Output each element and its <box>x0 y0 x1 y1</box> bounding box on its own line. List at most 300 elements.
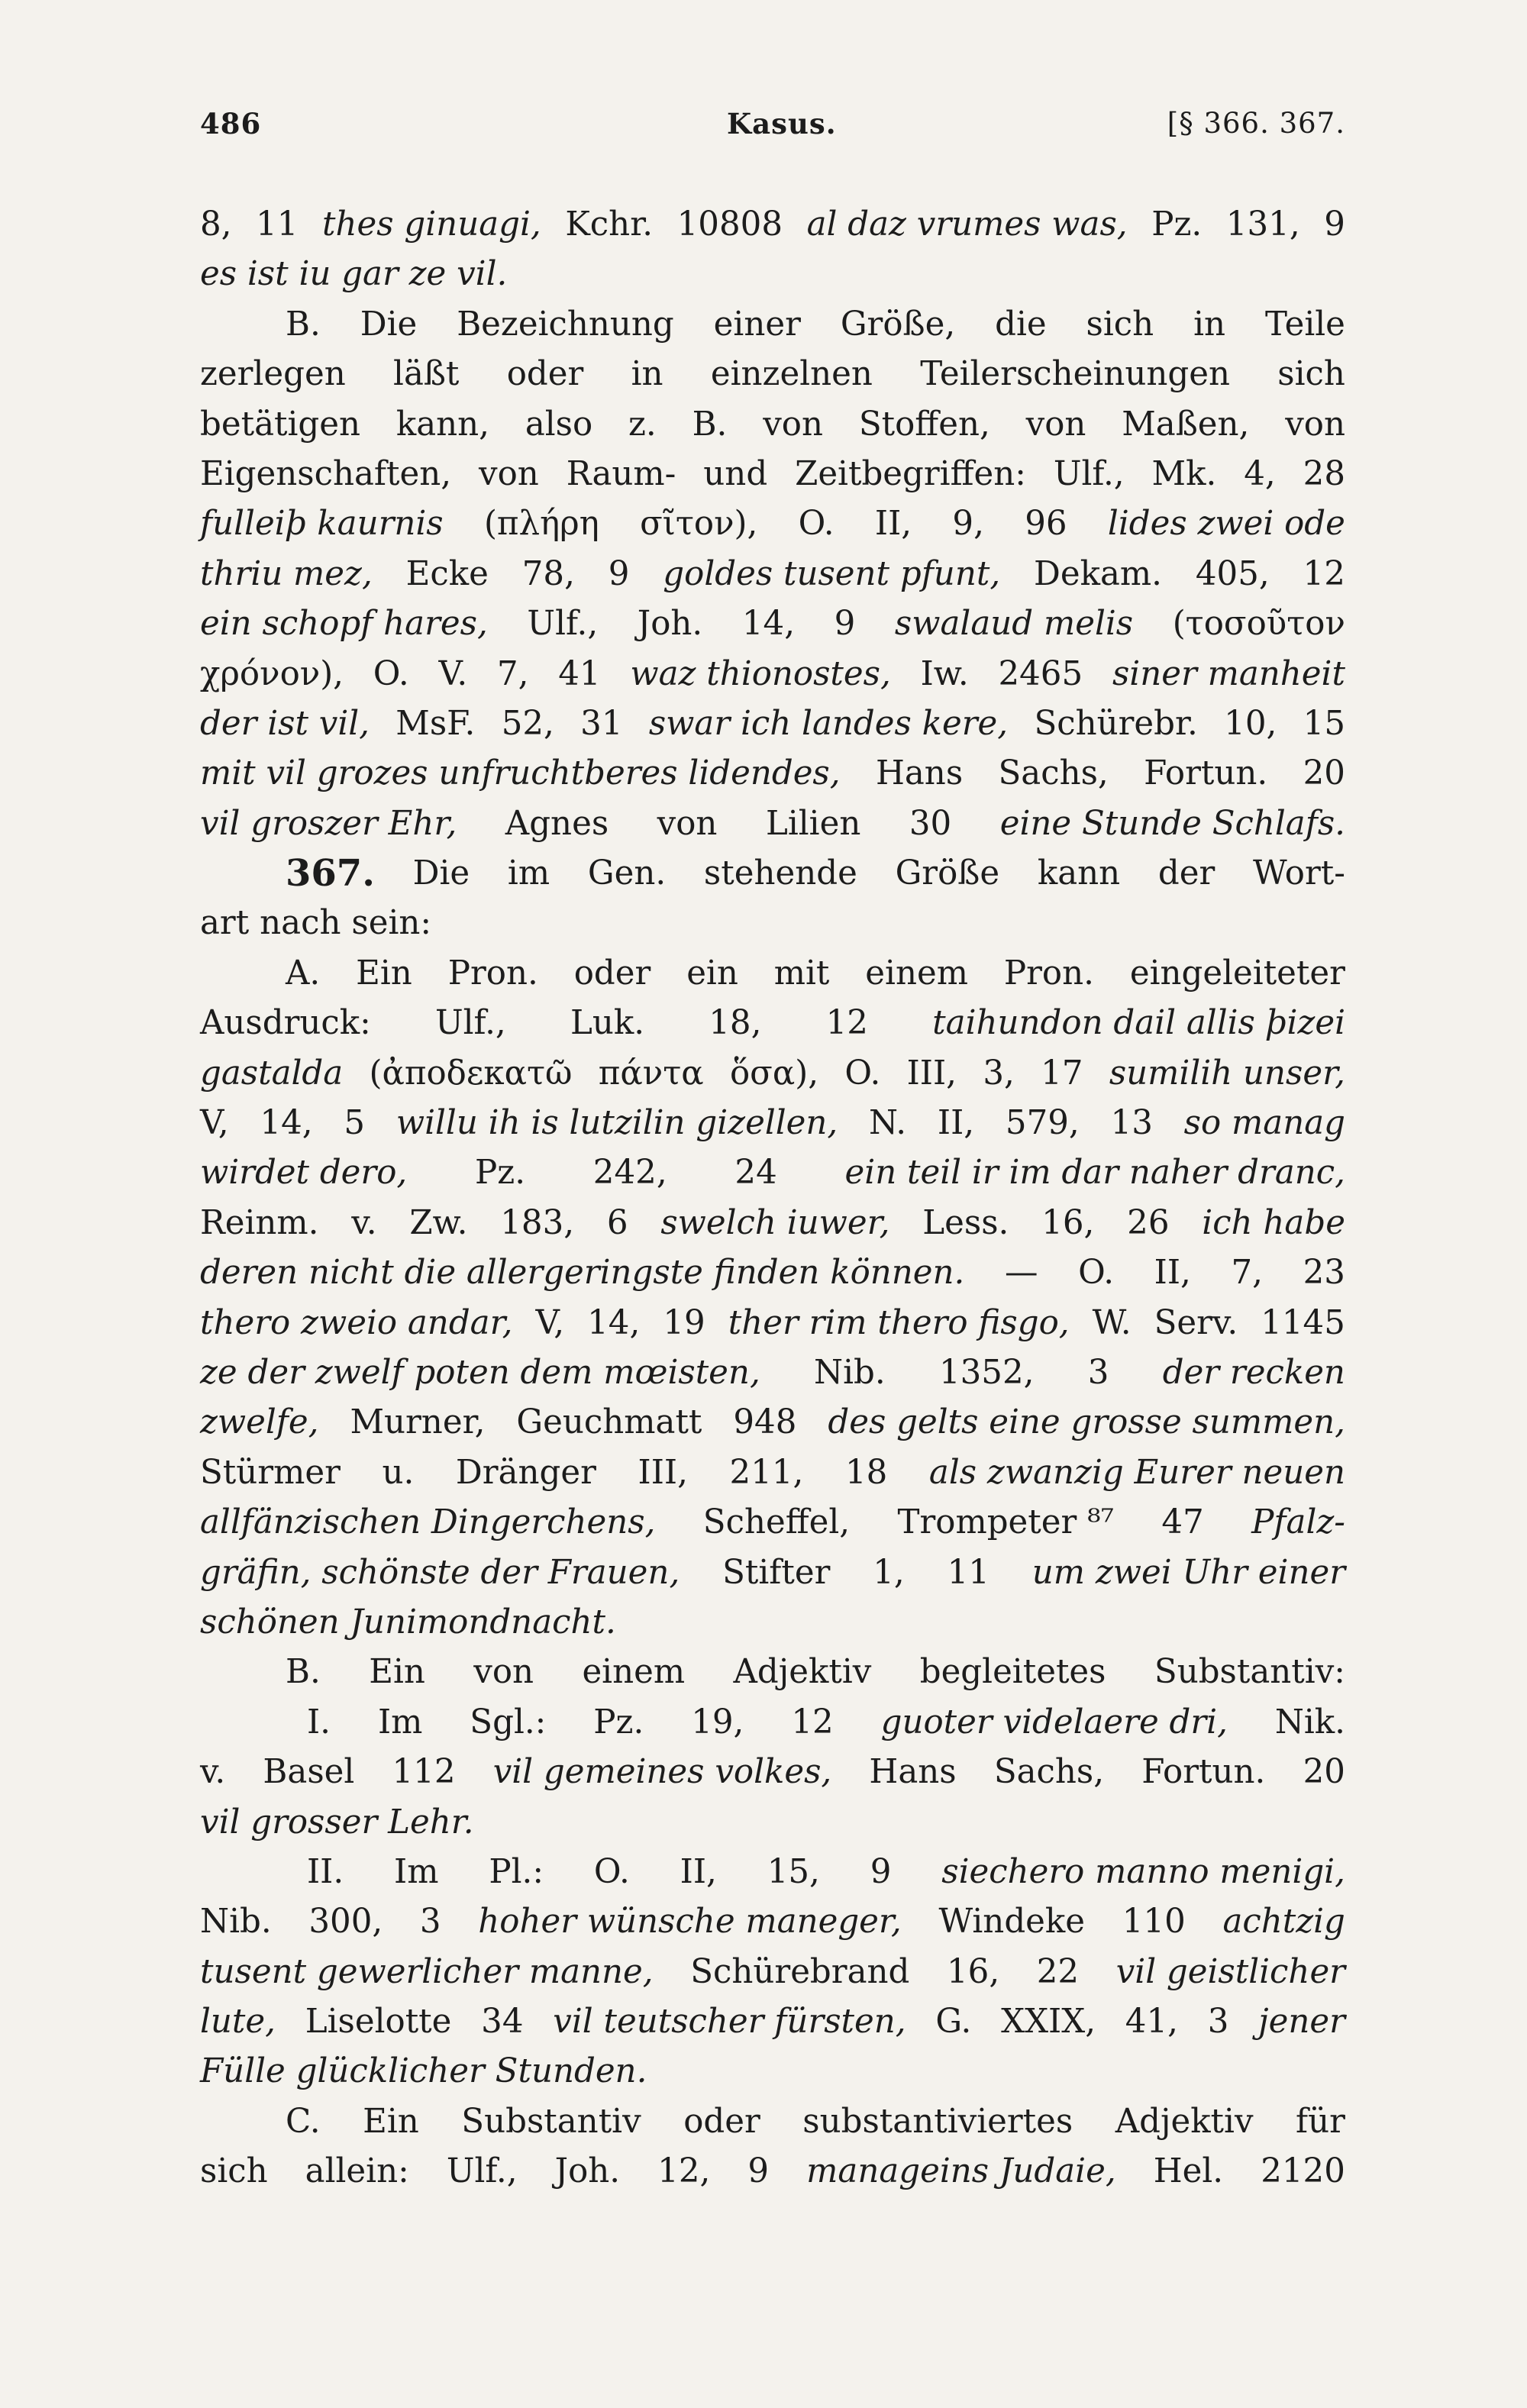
text-word: betätigen <box>200 405 361 444</box>
text-word: ein <box>686 954 738 993</box>
text-word: swelch iuwer, <box>660 1203 890 1242</box>
text-line <box>200 999 1345 1048</box>
text-word: substantiviertes <box>802 2102 1073 2141</box>
text-word: II, <box>680 1852 717 1891</box>
text-word: 12 <box>791 1703 834 1741</box>
text-word: 5 <box>344 1104 366 1143</box>
text-word: sich <box>1086 305 1154 344</box>
text-word: Nib. <box>200 1903 272 1942</box>
text-word: Größe, <box>840 305 956 344</box>
text-line <box>200 949 1345 999</box>
text-word: von <box>1025 405 1086 444</box>
text-word: O. <box>373 654 409 693</box>
text-word: in <box>631 355 663 394</box>
text-word: vil gemeines volkes, <box>492 1753 832 1792</box>
text-line <box>200 1848 1345 1897</box>
text-line <box>200 599 1345 649</box>
text-word: Wort- <box>1253 854 1345 893</box>
text-word: 13 <box>1110 1104 1153 1143</box>
text-word: 12 <box>825 1004 868 1043</box>
text-word: 15 <box>1303 704 1345 743</box>
text-word: O. <box>1078 1254 1115 1293</box>
text-word: II, <box>874 505 912 544</box>
text-word: Dränger <box>455 1453 596 1492</box>
text-word: Murner, <box>350 1403 486 1442</box>
text-word: willu ih is lutzilin gizellen, <box>395 1104 838 1143</box>
text-line <box>200 200 1345 250</box>
text-word: sich <box>200 2152 268 2191</box>
text-word: Ein <box>369 1653 425 1692</box>
text-word: u. <box>382 1453 415 1492</box>
text-word: der ist vil, <box>200 704 370 743</box>
text-word: für <box>1296 2102 1345 2141</box>
text-word: Im <box>377 1703 423 1741</box>
text-word: 131, <box>1225 205 1300 244</box>
text-line <box>200 400 1345 450</box>
text-word: vil grosser Lehr. <box>200 1803 474 1842</box>
text-word: Liselotte <box>305 2003 452 2042</box>
text-word: 242, <box>592 1154 667 1193</box>
text-line <box>200 1548 1345 1598</box>
text-word: Stürmer <box>200 1453 341 1492</box>
text-word: taihundon dail allis þizei <box>932 1004 1345 1043</box>
text-word: tusent gewerlicher manne, <box>200 1952 654 1991</box>
text-word: 41 <box>558 654 601 693</box>
text-word: II, <box>1154 1254 1191 1293</box>
text-line <box>200 1598 1345 1648</box>
text-word: allfänzischen Dingerchens, <box>200 1503 656 1542</box>
text-line <box>200 1199 1345 1248</box>
text-word: der <box>1157 854 1215 893</box>
text-word: Geuchmatt <box>516 1403 702 1442</box>
text-word: Teilerscheinungen <box>920 355 1230 394</box>
text-word: 14, <box>587 1303 641 1342</box>
text-line <box>200 250 1345 299</box>
text-word: 7, <box>496 654 529 693</box>
text-word: 20 <box>1303 1753 1345 1792</box>
text-word: mit <box>773 954 830 993</box>
text-word: um zwei Uhr einer <box>1031 1553 1345 1592</box>
text-word: 18 <box>844 1453 888 1492</box>
text-word: ther rim thero fisgo, <box>728 1303 1070 1342</box>
text-word: kann <box>1037 854 1121 893</box>
text-word: II. <box>307 1852 344 1891</box>
text-word: σῖτον), <box>640 505 758 544</box>
text-word: 405, <box>1195 554 1270 593</box>
section-reference: [§ 366. 367. <box>1167 107 1345 140</box>
text-line <box>200 550 1345 599</box>
text-word: 579, <box>1005 1104 1080 1143</box>
text-word: 7, <box>1231 1254 1263 1293</box>
text-word: 1352, <box>938 1353 1035 1392</box>
text-word: von <box>1285 405 1345 444</box>
text-line <box>200 899 1345 948</box>
text-word: siechero manno menigi, <box>941 1852 1345 1891</box>
text-word: 110 <box>1122 1903 1186 1942</box>
text-line <box>200 1897 1345 1947</box>
text-word: Pl.: <box>489 1852 544 1891</box>
text-word: Pfalz- <box>1251 1503 1345 1542</box>
text-word: jener <box>1258 2003 1345 2042</box>
text-line <box>200 799 1345 849</box>
page-header <box>200 107 1345 153</box>
text-word: v. <box>200 1753 226 1792</box>
text-word: Eigenschaften, <box>200 454 452 493</box>
text-word: 9 <box>747 2152 770 2191</box>
text-word: 78, <box>521 554 575 593</box>
text-word: als zwanzig Eurer neuen <box>928 1453 1345 1492</box>
text-word: 14, <box>741 605 796 644</box>
text-line <box>200 450 1345 499</box>
text-word: 15, <box>767 1852 820 1891</box>
text-word: kann, <box>395 405 489 444</box>
text-word: N. <box>869 1104 907 1143</box>
text-word: 52, <box>501 704 554 743</box>
text-word: III, <box>906 1054 957 1093</box>
text-word: gastalda <box>200 1054 344 1093</box>
text-word: zwelfe, <box>200 1403 319 1442</box>
text-word: lute, <box>200 2003 276 2042</box>
text-word: ὅσα), <box>729 1054 819 1093</box>
text-word: 24 <box>734 1154 777 1193</box>
text-word: wirdet dero, <box>200 1154 408 1193</box>
text-word: die <box>995 305 1047 344</box>
text-word: vil teutscher fürsten, <box>553 2003 906 2042</box>
text-word: Mk. <box>1151 454 1217 493</box>
text-word: 9 <box>608 554 630 593</box>
text-word: 10, <box>1224 704 1277 743</box>
text-line <box>200 1948 1345 1997</box>
text-word: eine Stunde Schlafs. <box>999 804 1345 843</box>
text-word: 12, <box>657 2152 711 2191</box>
text-word: 300, <box>308 1903 383 1942</box>
text-word: 948 <box>733 1403 797 1442</box>
text-word: 47 <box>1161 1503 1204 1542</box>
text-word: 18, <box>709 1004 762 1043</box>
text-word: πάντα <box>598 1054 704 1093</box>
text-line <box>200 1748 1345 1797</box>
text-word: 34 <box>481 2003 524 2042</box>
text-word: O. <box>798 505 835 544</box>
text-word: Adjektiv <box>733 1653 872 1692</box>
text-word: Sachs, <box>993 1753 1105 1792</box>
text-word: 26 <box>1127 1203 1170 1242</box>
text-word: 112 <box>392 1753 456 1792</box>
text-word: 10808 <box>676 205 783 244</box>
text-word: B. <box>692 405 728 444</box>
text-line <box>200 1448 1345 1498</box>
text-word: zerlegen <box>200 355 346 394</box>
text-word: swalaud melis <box>894 605 1134 644</box>
text-word: Fülle glücklicher Stunden. <box>200 2052 647 2091</box>
text-line <box>200 1398 1345 1448</box>
text-word: V, <box>200 1104 229 1143</box>
text-word: 3 <box>1207 2003 1229 2042</box>
text-line <box>200 650 1345 699</box>
text-word: siner manheit <box>1112 654 1345 693</box>
text-word: lides zwei ode <box>1107 505 1345 544</box>
text-word: der recken <box>1162 1353 1345 1392</box>
text-word: 28 <box>1303 454 1345 493</box>
text-word: sich <box>1277 355 1345 394</box>
text-word: sumilih unser, <box>1109 1054 1345 1093</box>
text-word: es ist iu gar ze vil. <box>200 255 508 294</box>
text-word: 14, <box>260 1104 313 1143</box>
text-word: des gelts eine grosse summen, <box>828 1403 1345 1442</box>
text-line <box>200 2097 1345 2147</box>
text-word: Lilien <box>765 804 861 843</box>
text-word: guoter videlaere dri, <box>880 1703 1228 1741</box>
text-word: C. <box>286 2102 321 2141</box>
text-word: waz thionostes, <box>630 654 891 693</box>
text-word: 211, <box>729 1453 804 1492</box>
text-word: einem <box>582 1653 686 1692</box>
text-line <box>200 1248 1345 1298</box>
text-word: 183, <box>500 1203 575 1242</box>
text-word: (ἀποδεκατῶ <box>369 1054 573 1093</box>
text-word: Substantiv: <box>1154 1653 1345 1692</box>
text-word: eingeleiteter <box>1129 954 1345 993</box>
text-line <box>200 2047 1345 2097</box>
text-word: 3, <box>983 1054 1015 1093</box>
text-word: 9 <box>1324 205 1345 244</box>
text-word: stehende <box>703 854 857 893</box>
text-line <box>200 1498 1345 1548</box>
text-word: einer <box>713 305 801 344</box>
text-word: Maßen, <box>1122 405 1250 444</box>
text-word: Ulf., <box>434 1004 506 1043</box>
text-word: gräfin, schönste der Frauen, <box>200 1553 680 1592</box>
text-word: oder <box>683 2102 760 2141</box>
text-word: v. <box>351 1203 377 1242</box>
text-word: O. <box>844 1054 881 1093</box>
text-word: 3 <box>419 1903 441 1942</box>
text-word: 1145 <box>1261 1303 1345 1342</box>
text-word: Größe <box>895 854 1000 893</box>
text-word: 11 <box>947 1553 989 1592</box>
text-word: Zw. <box>409 1203 468 1242</box>
text-word: Less. <box>922 1203 1009 1242</box>
text-word: Nik. <box>1274 1703 1345 1741</box>
text-word: III, <box>638 1453 688 1492</box>
text-word: begleitetes <box>919 1653 1106 1692</box>
text-word: MsF. <box>395 704 476 743</box>
text-line <box>200 1997 1345 2047</box>
text-line <box>200 699 1345 749</box>
text-word: B. <box>286 305 321 344</box>
text-word: 31 <box>580 704 623 743</box>
text-word: Fortun. <box>1141 1753 1266 1792</box>
text-word: Die <box>360 305 418 344</box>
text-word: einem <box>865 954 968 993</box>
text-word: Reinm. <box>200 1203 319 1242</box>
text-word: II, <box>937 1104 975 1143</box>
body-text <box>200 200 1345 2197</box>
text-word: Pz. <box>593 1703 644 1741</box>
text-word: schönen Junimondnacht. <box>200 1603 616 1641</box>
text-word: 41, <box>1125 2003 1178 2042</box>
text-word: XXIX, <box>1001 2003 1096 2042</box>
text-word: Dekam. <box>1034 554 1162 593</box>
text-word: 2120 <box>1261 2152 1345 2191</box>
text-word: hoher wünsche maneger, <box>478 1903 902 1942</box>
text-word: fulleiþ kaurnis <box>200 505 444 544</box>
text-word: 19, <box>691 1703 744 1741</box>
text-word: ein schopf hares, <box>200 605 488 644</box>
text-word: 367. <box>286 852 375 896</box>
text-word: Trompeter ⁸⁷ <box>897 1503 1115 1542</box>
text-word: deren nicht die allergeringste finden können. <box>200 1254 965 1293</box>
text-word: Luk. <box>570 1004 645 1043</box>
text-word: Pz. <box>1151 205 1203 244</box>
text-word: W. <box>1092 1303 1132 1342</box>
text-word: 9, <box>952 505 984 544</box>
text-line <box>200 749 1345 799</box>
text-word: oder <box>506 355 584 394</box>
text-word: 19 <box>663 1303 705 1342</box>
text-word: G. <box>935 2003 972 2042</box>
text-line <box>200 1798 1345 1848</box>
text-word: 12 <box>1303 554 1345 593</box>
text-line <box>200 499 1345 549</box>
text-word: 9 <box>834 605 856 644</box>
text-line <box>200 2147 1345 2197</box>
text-word: Raum- <box>566 454 676 493</box>
text-word: Agnes <box>505 804 609 843</box>
text-word: 8, <box>200 205 232 244</box>
text-word: 22 <box>1036 1952 1080 1991</box>
text-word: allein: <box>305 2152 409 2191</box>
text-word: Ulf., <box>527 605 599 644</box>
text-word: von <box>657 804 718 843</box>
text-word: Hel. <box>1153 2152 1224 2191</box>
text-word: oder <box>573 954 651 993</box>
text-word: 20 <box>1303 754 1345 793</box>
text-word: von <box>479 454 539 493</box>
text-line <box>200 1148 1345 1198</box>
text-word: Zeitbegriffen: <box>795 454 1026 493</box>
text-word: ein teil ir im dar naher dranc, <box>844 1154 1345 1193</box>
text-word: Sgl.: <box>470 1703 547 1741</box>
text-line <box>200 1299 1345 1348</box>
text-word: (πλήρη <box>483 505 599 544</box>
text-word: sein: <box>351 904 432 943</box>
text-line <box>200 300 1345 350</box>
text-word: Sachs, <box>998 754 1109 793</box>
text-word: V. <box>438 654 468 693</box>
text-word: Joh. <box>554 2152 621 2191</box>
text-word: 16, <box>946 1952 1000 1991</box>
text-word: Adjektiv <box>1115 2102 1254 2141</box>
text-line <box>200 1049 1345 1099</box>
text-word: swar ich landes kere, <box>648 704 1009 743</box>
text-word: in <box>1193 305 1226 344</box>
text-line <box>200 1698 1345 1748</box>
text-word: Ulf., <box>446 2152 518 2191</box>
text-line <box>200 1099 1345 1148</box>
text-word: Die <box>412 854 470 893</box>
text-word: 6 <box>606 1203 628 1242</box>
text-word: Kchr. <box>565 205 654 244</box>
text-word: thes ginuagi, <box>322 205 541 244</box>
text-word: Ulf., <box>1053 454 1125 493</box>
text-word: Pron. <box>447 954 538 993</box>
text-word: Windeke <box>938 1903 1086 1942</box>
text-word: Stoffen, <box>858 405 990 444</box>
text-word: manageins Judaie, <box>806 2152 1116 2191</box>
text-word: im <box>507 854 550 893</box>
text-word: Iw. <box>920 654 969 693</box>
text-word: χρόνον), <box>200 654 344 693</box>
text-word: 3 <box>1087 1353 1109 1392</box>
text-word: 30 <box>909 804 952 843</box>
text-word: Ein <box>363 2102 419 2141</box>
text-word: 9 <box>870 1852 892 1891</box>
text-word: Schürebrand <box>690 1952 910 1991</box>
text-word: Ausdruck: <box>200 1004 371 1043</box>
text-word: Serv. <box>1154 1303 1238 1342</box>
text-word: Substantiv <box>461 2102 641 2141</box>
text-word: Ecke <box>405 554 489 593</box>
text-word: thero zweio andar, <box>200 1303 513 1342</box>
text-line <box>200 1348 1345 1398</box>
text-word: Stifter <box>722 1553 831 1592</box>
text-word: 2465 <box>998 654 1083 693</box>
text-word: 16, <box>1041 1203 1095 1242</box>
text-word: 1, <box>873 1553 905 1592</box>
text-word: also <box>525 405 593 444</box>
text-word: 17 <box>1041 1054 1083 1093</box>
text-word: vil geistlicher <box>1115 1952 1345 1991</box>
text-word: al daz vrumes was, <box>806 205 1128 244</box>
text-word: Nib. <box>814 1353 886 1392</box>
page-number: 486 <box>200 107 262 140</box>
text-word: (τοσοῦτον <box>1172 605 1345 644</box>
text-word: 23 <box>1303 1254 1345 1293</box>
text-word: A. <box>286 954 321 993</box>
text-word: Scheffel, <box>702 1503 851 1542</box>
text-word: Basel <box>263 1753 355 1792</box>
text-word: achtzig <box>1222 1903 1345 1942</box>
text-word: O. <box>593 1852 630 1891</box>
text-word: Gen. <box>587 854 667 893</box>
text-line <box>200 849 1345 899</box>
text-word: V, <box>535 1303 565 1342</box>
text-word: z. <box>628 405 657 444</box>
text-word: und <box>703 454 768 493</box>
text-word: Im <box>394 1852 439 1891</box>
text-word: — <box>1004 1254 1038 1293</box>
text-word: 96 <box>1025 505 1067 544</box>
text-word: läßt <box>393 355 460 394</box>
text-word: Ein <box>356 954 412 993</box>
text-word: I. <box>307 1703 331 1741</box>
text-word: ze der zwelf poten dem mœisten, <box>200 1353 760 1392</box>
text-line <box>200 1648 1345 1697</box>
text-word: Teile <box>1264 305 1345 344</box>
text-word: ich habe <box>1202 1203 1345 1242</box>
text-word: thriu mez, <box>200 554 373 593</box>
text-line <box>200 350 1345 399</box>
text-word: von <box>473 1653 534 1692</box>
text-word: so manag <box>1183 1104 1345 1143</box>
text-word: goldes tusent pfunt, <box>663 554 1001 593</box>
text-word: Hans <box>869 1753 957 1792</box>
text-word: 11 <box>256 205 299 244</box>
text-word: Schürebr. <box>1034 704 1198 743</box>
text-word: art <box>200 904 250 943</box>
text-word: B. <box>286 1653 321 1692</box>
